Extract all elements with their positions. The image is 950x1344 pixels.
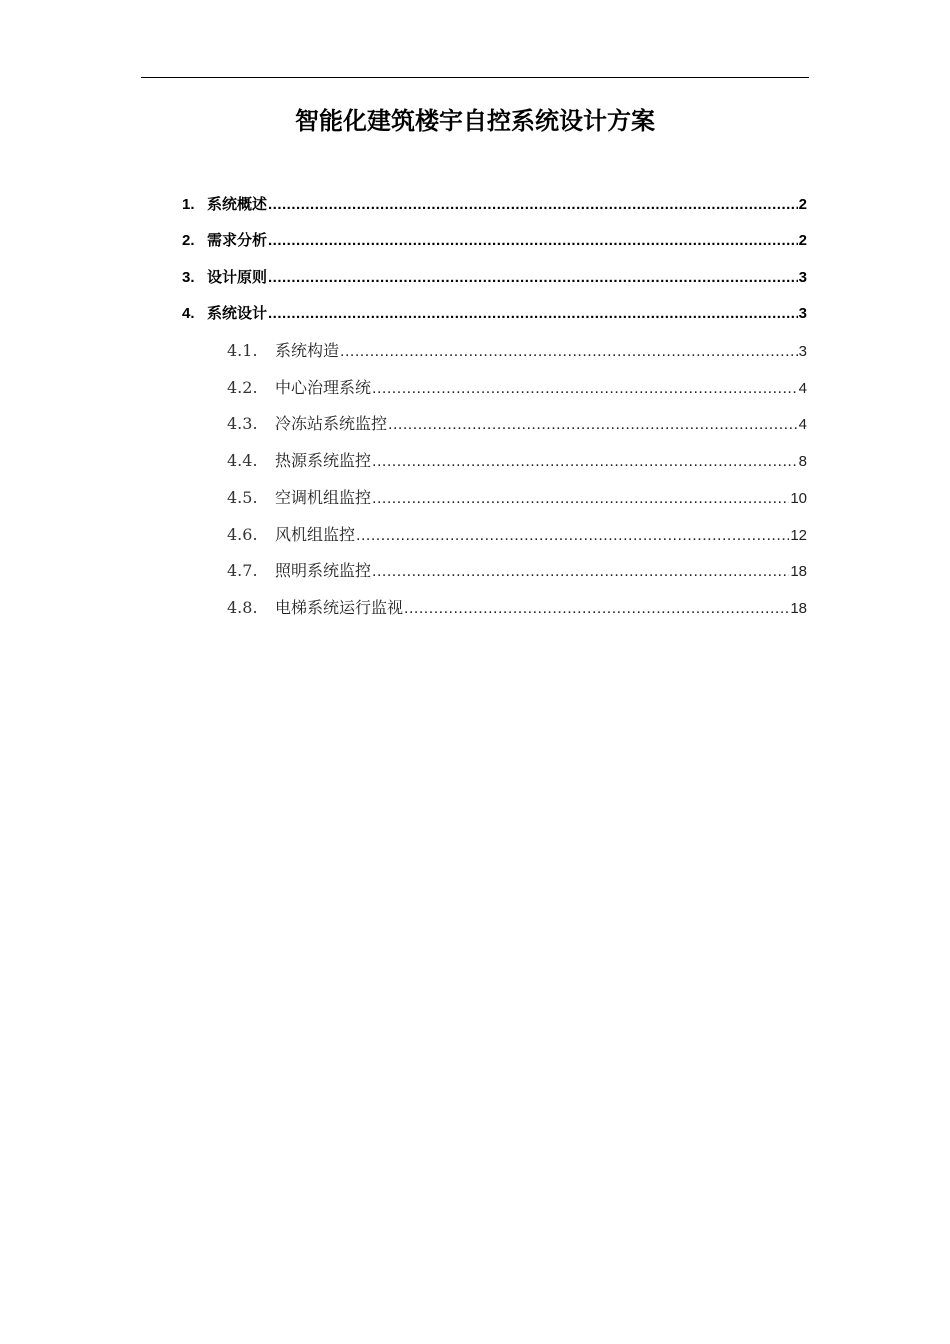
toc-entry-number: 2. xyxy=(182,232,195,249)
toc-entry-label: 中心治理系统 xyxy=(275,378,372,397)
toc-dot-leader xyxy=(404,597,789,621)
toc-dot-leader xyxy=(372,487,789,511)
toc-entry-page: 3 xyxy=(798,305,807,322)
toc-entry-label: 设计原则 xyxy=(207,269,268,286)
toc-entry-number: 3. xyxy=(182,269,195,286)
toc-entry-label: 系统构造 xyxy=(275,341,340,360)
toc-entry-page: 8 xyxy=(798,453,807,470)
toc-entry-label: 冷冻站系统监控 xyxy=(275,414,388,433)
toc-entry-4[interactable] xyxy=(182,302,807,326)
toc-entry-2[interactable] xyxy=(182,229,807,253)
toc-dot-leader xyxy=(340,340,798,364)
toc-dot-leader xyxy=(268,229,798,253)
toc-entry-number: 4.8. xyxy=(227,598,258,617)
toc-entry-page: 2 xyxy=(798,232,807,249)
toc-entry-label: 热源系统监控 xyxy=(275,451,372,470)
toc-entry-1[interactable] xyxy=(182,193,807,217)
header-rule xyxy=(141,77,809,78)
toc-entry-page: 2 xyxy=(798,196,807,213)
toc-entry-page: 3 xyxy=(798,343,807,360)
toc-entry-label: 需求分析 xyxy=(207,232,268,249)
toc-entry-label: 系统设计 xyxy=(207,305,268,322)
toc-entry-page: 18 xyxy=(790,563,807,580)
toc-dot-leader xyxy=(388,413,798,437)
toc-entry-4-2[interactable] xyxy=(227,376,807,400)
toc-dot-leader xyxy=(268,266,798,290)
toc-entry-page: 4 xyxy=(798,380,807,397)
toc-entry-number: 4.4. xyxy=(227,451,258,470)
toc-entry-label: 照明系统监控 xyxy=(275,561,372,580)
toc-entry-number: 4. xyxy=(182,305,195,322)
toc-dot-leader xyxy=(372,450,798,474)
toc-entry-page: 10 xyxy=(790,490,807,507)
toc-entry-number: 4.3. xyxy=(227,414,258,433)
toc-entry-label: 空调机组监控 xyxy=(275,488,372,507)
toc-entry-number: 1. xyxy=(182,196,195,213)
toc-entry-number: 4.7. xyxy=(227,561,258,580)
toc-entry-page: 3 xyxy=(798,269,807,286)
toc-entry-number: 4.1. xyxy=(227,341,258,360)
toc-entry-4-5[interactable] xyxy=(227,486,807,510)
toc-entry-label: 风机组监控 xyxy=(275,525,356,544)
toc-entry-number: 4.6. xyxy=(227,525,258,544)
toc-entry-4-1[interactable] xyxy=(227,339,807,363)
toc-entry-3[interactable] xyxy=(182,266,807,290)
toc-entry-4-6[interactable] xyxy=(227,523,807,547)
toc-dot-leader xyxy=(268,302,798,326)
toc-dot-leader xyxy=(372,560,789,584)
toc-entry-4-8[interactable] xyxy=(227,596,807,620)
toc-dot-leader xyxy=(372,377,798,401)
toc-entry-page: 4 xyxy=(798,416,807,433)
document-title: 智能化建筑楼宇自控系统设计方案 xyxy=(295,106,655,135)
toc-entry-page: 18 xyxy=(790,600,807,617)
toc-entry-number: 4.5. xyxy=(227,488,258,507)
toc-entry-4-4[interactable] xyxy=(227,449,807,473)
toc-entry-4-3[interactable] xyxy=(227,412,807,436)
toc-entry-page: 12 xyxy=(790,527,807,544)
toc-dot-leader xyxy=(356,524,789,548)
toc-entry-number: 4.2. xyxy=(227,378,258,397)
toc-dot-leader xyxy=(268,193,798,217)
toc-entry-4-7[interactable] xyxy=(227,559,807,583)
toc-entry-label: 系统概述 xyxy=(207,196,268,213)
toc-entry-label: 电梯系统运行监视 xyxy=(275,598,404,617)
